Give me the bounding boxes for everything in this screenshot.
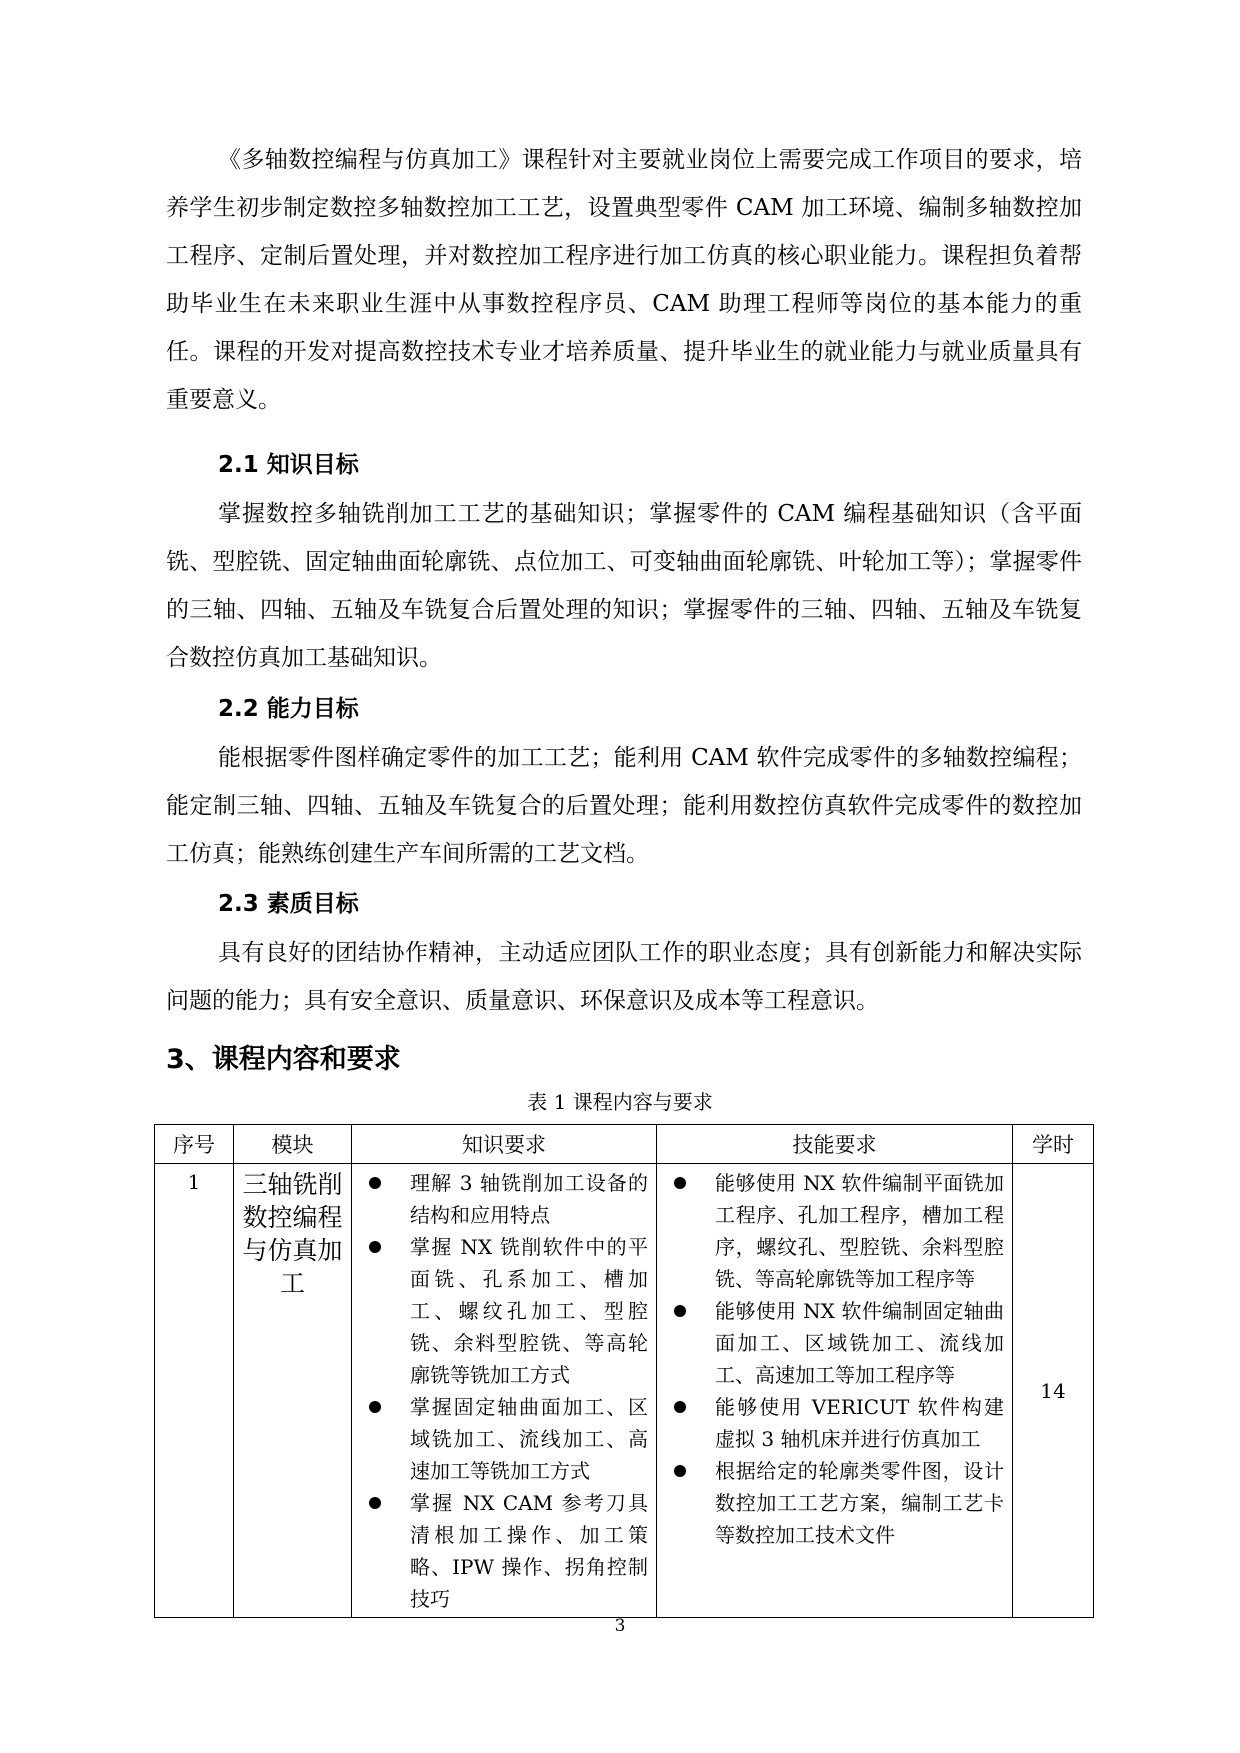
row-index: 1 xyxy=(155,1164,234,1618)
skill-item: 能够使用 NX 软件编制固定轴曲面加工、区域铣加工、流线加工、高速加工等加工程序等 xyxy=(669,1295,1004,1391)
table-header-row xyxy=(155,1125,1094,1164)
header-knowledge: 知识要求 xyxy=(352,1125,657,1164)
skill-item: 能够使用 VERICUT 软件构建虚拟 3 轴机床并进行仿真加工 xyxy=(669,1391,1004,1455)
knowledge-goal-text: 掌握数控多轴铣削加工工艺的基础知识；掌握零件的 CAM 编程基础知识（含平面铣、型腔铣、固定轴曲面轮廓铣、点位加工、可变轴曲面轮廓铣、叶轮加工等）；掌握零件的三轴、四轴、五轴及车铣复合后置处理的知识；掌握零件的三轴、四轴、五轴及车铣复合数控仿真加工基础知识。 xyxy=(166,501,1082,671)
table-caption: 表 1 课程内容与要求 xyxy=(527,1090,713,1114)
knowledge-list xyxy=(352,1164,656,1617)
knowledge-goal-heading: 2.1 知识目标 xyxy=(218,452,359,478)
ability-goal-text: 能根据零件图样确定零件的加工工艺；能利用 CAM 软件完成零件的多轴数控编程；能定制三轴、四轴、五轴及车铣复合的后置处理；能利用数控仿真软件完成零件的数控加工仿真；能熟练创建生产车间所需的工艺文档。 xyxy=(166,745,1082,867)
row-module: 三轴铣削数控编程与仿真加工 xyxy=(234,1164,352,1618)
header-hours: 学时 xyxy=(1013,1125,1094,1164)
ability-goal-heading: 2.2 能力目标 xyxy=(218,696,359,722)
quality-goal-heading: 2.3 素质目标 xyxy=(218,891,359,917)
knowledge-item: 理解 3 轴铣削加工设备的结构和应用特点 xyxy=(364,1167,648,1231)
page-number: 3 xyxy=(614,1616,626,1636)
knowledge-item: 掌握 NX 铣削软件中的平面铣、孔系加工、槽加工、螺纹孔加工、型腔铣、余料型腔铣、等高轮廓铣等铣加工方式 xyxy=(364,1231,648,1391)
knowledge-item: 掌握固定轴曲面加工、区域铣加工、流线加工、高速加工等铣加工方式 xyxy=(364,1391,648,1487)
intro-paragraph: 《多轴数控编程与仿真加工》课程针对主要就业岗位上需要完成工作项目的要求，培养学生初步制定数控多轴数控加工工艺，设置典型零件 CAM 加工环境、编制多轴数控加工程序、定制后置处理，并对数控加工程序进行加工仿真的核心职业能力。课程担负着帮助毕业生在未来职业生涯中从事数控程序员、CAM 助理工程师等岗位的基本能力的重任。课程的开发对提高数控技术专业才培养质量、提升毕业生的就业能力与就业质量具有重要意义。 xyxy=(166,147,1082,413)
skill-item: 根据给定的轮廓类零件图，设计数控加工工艺方案，编制工艺卡等数控加工技术文件 xyxy=(669,1455,1004,1551)
row-knowledge-cell xyxy=(352,1164,657,1618)
section-heading: 3、课程内容和要求 xyxy=(166,1044,401,1075)
quality-goal-text: 具有良好的团结协作精神，主动适应团队工作的职业态度；具有创新能力和解决实际问题的能力；具有安全意识、质量意识、环保意识及成本等工程意识。 xyxy=(166,940,1082,1014)
course-content-table xyxy=(154,1124,1094,1618)
header-index: 序号 xyxy=(155,1125,234,1164)
row-skills-cell xyxy=(657,1164,1013,1618)
skills-list xyxy=(657,1164,1012,1553)
skill-item: 能够使用 NX 软件编制平面铣加工程序、孔加工程序，槽加工程序，螺纹孔、型腔铣、余料型腔铣、等高轮廓铣等加工程序等 xyxy=(669,1167,1004,1295)
knowledge-item: 掌握 NX CAM 参考刀具清根加工操作、加工策略、IPW 操作、拐角控制技巧 xyxy=(364,1487,648,1615)
header-skills: 技能要求 xyxy=(657,1125,1013,1164)
header-module: 模块 xyxy=(234,1125,352,1164)
row-hours: 14 xyxy=(1013,1164,1094,1618)
table-row xyxy=(155,1164,1094,1618)
